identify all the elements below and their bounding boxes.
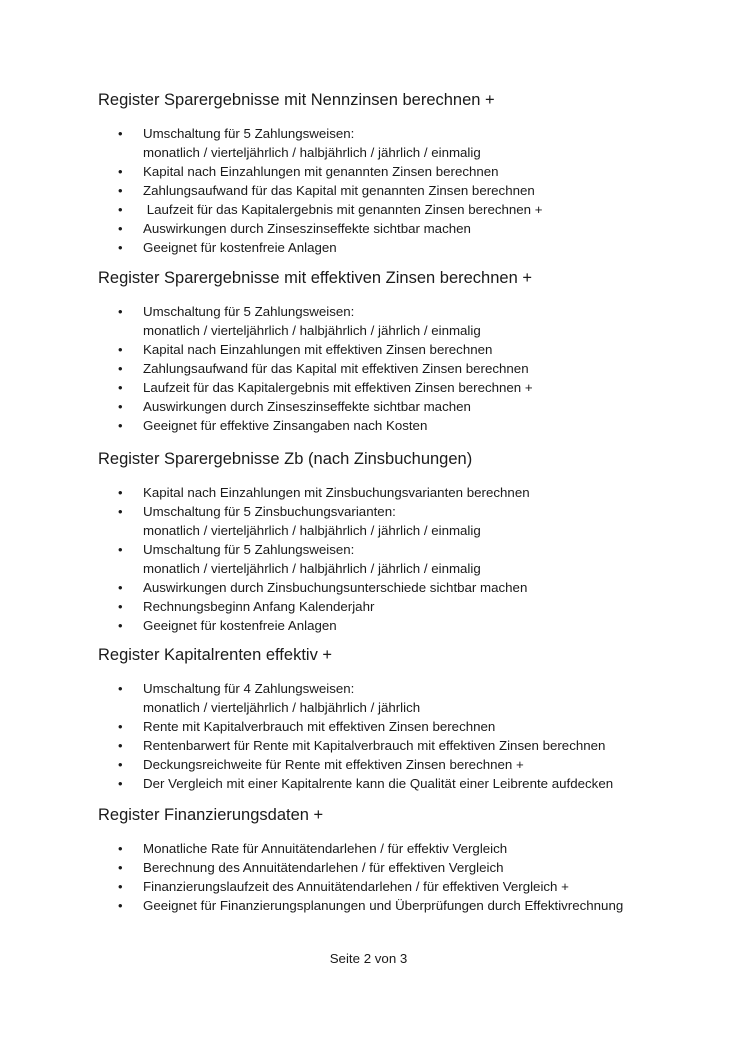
list-item [98, 597, 698, 616]
bullet-icon: • [118, 183, 123, 198]
item-line: Laufzeit für das Kapitalergebnis mit genannten Zinsen berechnen + [143, 202, 543, 217]
item-line: Auswirkungen durch Zinseszinseffekte sichtbar machen [143, 399, 471, 414]
item-line: Laufzeit für das Kapitalergebnis mit effektiven Zinsen berechnen + [143, 380, 533, 395]
item-line: Zahlungsaufwand für das Kapital mit genannten Zinsen berechnen [143, 183, 535, 198]
item-line: Auswirkungen durch Zinseszinseffekte sichtbar machen [143, 221, 471, 236]
bullet-icon: • [118, 719, 123, 734]
list-item [98, 397, 698, 416]
item-line: Umschaltung für 5 Zahlungsweisen: [143, 304, 355, 319]
bullet-icon: • [118, 599, 123, 614]
bullet-icon: • [118, 776, 123, 791]
section-heading: Register Finanzierungsdaten + [98, 806, 324, 824]
list-item [98, 578, 698, 597]
section-zinsbuchungen [98, 449, 698, 635]
item-line: Umschaltung für 4 Zahlungsweisen: [143, 681, 355, 696]
bullet-icon: • [118, 126, 123, 141]
item-line: Deckungsreichweite für Rente mit effektiven Zinsen berechnen + [143, 757, 524, 772]
item-line: monatlich / vierteljährlich / halbjährlich / jährlich / einmalig [143, 145, 481, 160]
bullet-icon: • [118, 860, 123, 875]
section-heading: Register Sparergebnisse Zb (nach Zinsbuchungen) [98, 450, 473, 468]
item-line: monatlich / vierteljährlich / halbjährlich / jährlich / einmalig [143, 323, 481, 338]
list-item [98, 181, 698, 200]
bullet-icon: • [118, 542, 123, 557]
bullet-icon: • [118, 580, 123, 595]
list-item [98, 378, 698, 397]
page-number: Seite 2 von 3 [329, 951, 408, 966]
item-line: Berechnung des Annuitätendarlehen / für effektiven Vergleich [143, 860, 504, 875]
bullet-list [98, 302, 698, 435]
list-item [98, 540, 698, 578]
section-kapitalrenten [98, 645, 698, 793]
item-line: Geeignet für effektive Zinsangaben nach Kosten [143, 418, 428, 433]
list-item [98, 340, 698, 359]
item-line: monatlich / vierteljährlich / halbjährlich / jährlich [143, 700, 421, 715]
bullet-list [98, 679, 698, 793]
bullet-icon: • [118, 361, 123, 376]
bullet-list [98, 483, 698, 635]
item-line: Geeignet für kostenfreie Anlagen [143, 618, 337, 633]
item-line: Der Vergleich mit einer Kapitalrente kann die Qualität einer Leibrente aufdecken [143, 776, 614, 791]
list-item [98, 839, 698, 858]
list-item [98, 896, 698, 915]
section-finanzierungsdaten [98, 805, 698, 915]
section-effektive-zinsen [98, 268, 698, 435]
list-item [98, 359, 698, 378]
list-item [98, 302, 698, 340]
bullet-icon: • [118, 240, 123, 255]
item-line: Auswirkungen durch Zinsbuchungsunterschiede sichtbar machen [143, 580, 528, 595]
list-item [98, 755, 698, 774]
item-line: Monatliche Rate für Annuitätendarlehen / für effektiv Vergleich [143, 841, 508, 856]
list-item [98, 679, 698, 717]
bullet-icon: • [118, 681, 123, 696]
item-line: Kapital nach Einzahlungen mit genannten Zinsen berechnen [143, 164, 499, 179]
item-line: Umschaltung für 5 Zahlungsweisen: [143, 542, 355, 557]
bullet-icon: • [118, 202, 123, 217]
item-line: Kapital nach Einzahlungen mit Zinsbuchungsvarianten berechnen [143, 485, 530, 500]
bullet-icon: • [118, 898, 123, 913]
item-line: monatlich / vierteljährlich / halbjährlich / jährlich / einmalig [143, 561, 481, 576]
section-heading: Register Sparergebnisse mit effektiven Zinsen berechnen + [98, 269, 532, 287]
list-item [98, 774, 698, 793]
bullet-icon: • [118, 304, 123, 319]
bullet-list [98, 124, 698, 257]
bullet-icon: • [118, 221, 123, 236]
list-item [98, 877, 698, 896]
item-line: Rechnungsbeginn Anfang Kalenderjahr [143, 599, 375, 614]
list-item [98, 238, 698, 257]
bullet-icon: • [118, 618, 123, 633]
bullet-icon: • [118, 399, 123, 414]
list-item [98, 616, 698, 635]
section-heading: Register Sparergebnisse mit Nennzinsen berechnen + [98, 91, 495, 109]
bullet-icon: • [118, 485, 123, 500]
bullet-icon: • [118, 504, 123, 519]
list-item [98, 219, 698, 238]
item-line: Kapital nach Einzahlungen mit effektiven Zinsen berechnen [143, 342, 493, 357]
bullet-icon: • [118, 164, 123, 179]
bullet-icon: • [118, 418, 123, 433]
item-line: Finanzierungslaufzeit des Annuitätendarlehen / für effektiven Vergleich + [143, 879, 569, 894]
item-line: Geeignet für Finanzierungsplanungen und Überprüfungen durch Effektivrechnung [143, 898, 624, 913]
list-item [98, 736, 698, 755]
list-item [98, 502, 698, 540]
list-item [98, 200, 698, 219]
item-line: Umschaltung für 5 Zahlungsweisen: [143, 126, 355, 141]
list-item [98, 858, 698, 877]
item-line: Rente mit Kapitalverbrauch mit effektiven Zinsen berechnen [143, 719, 496, 734]
bullet-list [98, 839, 698, 915]
bullet-icon: • [118, 342, 123, 357]
item-line: Rentenbarwert für Rente mit Kapitalverbrauch mit effektiven Zinsen berechnen [143, 738, 606, 753]
bullet-icon: • [118, 738, 123, 753]
list-item [98, 717, 698, 736]
bullet-icon: • [118, 380, 123, 395]
section-heading: Register Kapitalrenten effektiv + [98, 646, 333, 664]
item-line: Zahlungsaufwand für das Kapital mit effektiven Zinsen berechnen [143, 361, 529, 376]
item-line: monatlich / vierteljährlich / halbjährlich / jährlich / einmalig [143, 523, 481, 538]
bullet-icon: • [118, 879, 123, 894]
list-item [98, 124, 698, 162]
list-item [98, 416, 698, 435]
section-nennzinsen [98, 90, 698, 257]
list-item [98, 483, 698, 502]
item-line: Geeignet für kostenfreie Anlagen [143, 240, 337, 255]
bullet-icon: • [118, 757, 123, 772]
item-line: Umschaltung für 5 Zinsbuchungsvarianten: [143, 504, 396, 519]
bullet-icon: • [118, 841, 123, 856]
list-item [98, 162, 698, 181]
